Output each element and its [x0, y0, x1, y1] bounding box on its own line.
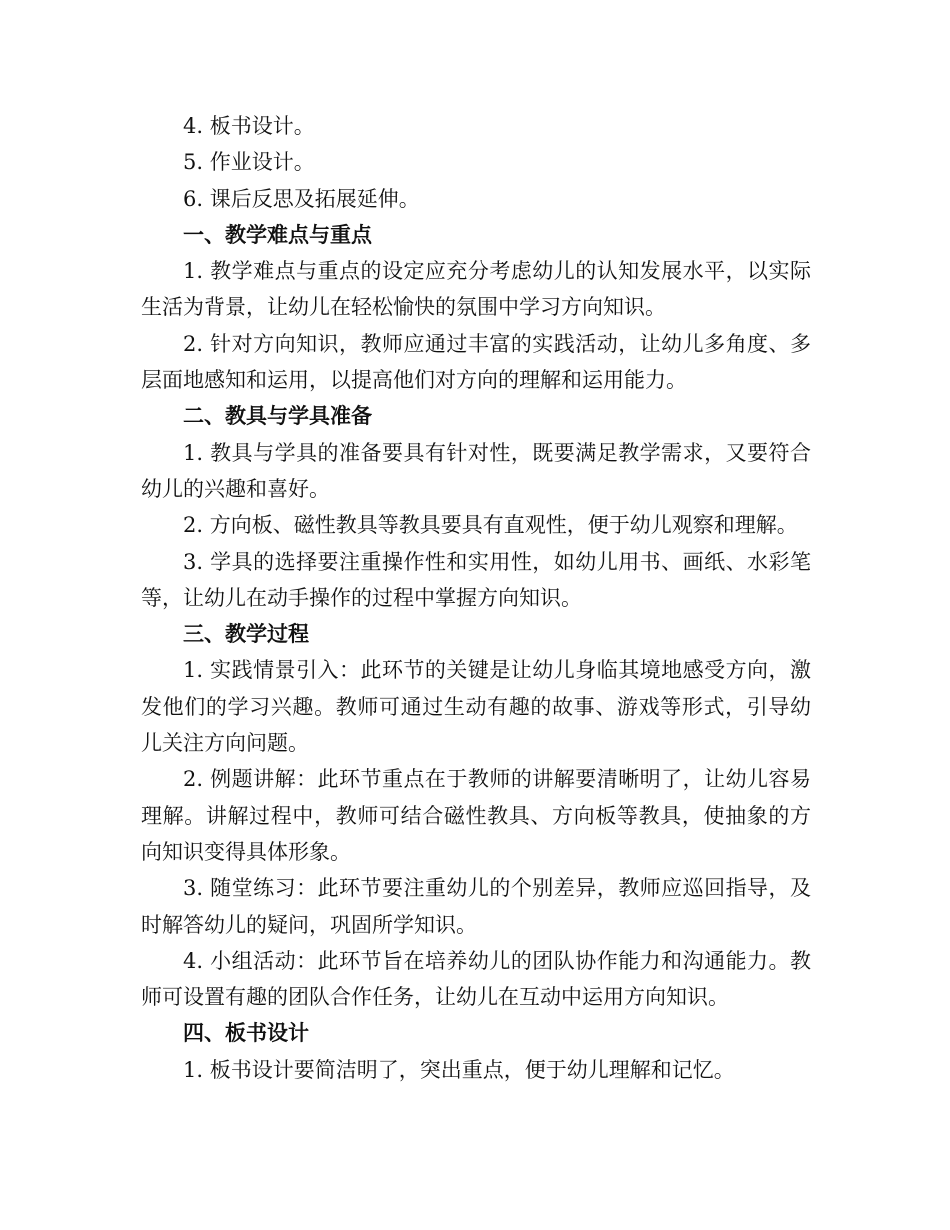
list-item: 2. 例题讲解：此环节重点在于教师的讲解要清晰明了，让幼儿容易理解。讲解过程中，教师可结合磁性教具、方向板等教具，使抽象的方向知识变得具体形象。: [141, 767, 811, 864]
list-item: 1. 实践情景引入：此环节的关键是让幼儿身临其境地感受方向，激发他们的学习兴趣。教师可通过生动有趣的故事、游戏等形式，引导幼儿关注方向问题。: [141, 658, 811, 756]
document-body: [141, 108, 811, 1088]
list-item: 2. 方向板、磁性教具等教具要具有直观性，便于幼儿观察和理解。: [183, 513, 798, 538]
section-heading: 二、教具与学具准备: [183, 403, 372, 429]
list-item: 1. 教具与学具的准备要具有针对性，既要满足教学需求，又要符合幼儿的兴趣和喜好。: [141, 440, 811, 501]
section-heading: 一、教学难点与重点: [183, 221, 372, 247]
list-item: 1. 板书设计要简洁明了，突出重点，便于幼儿理解和记忆。: [183, 1057, 735, 1082]
list-item: 3. 随堂练习：此环节要注重幼儿的个别差异，教师应巡回指导，及时解答幼儿的疑问，巩固所学知识。: [141, 876, 811, 937]
list-item: 5. 作业设计。: [183, 150, 315, 175]
list-item: 4. 小组活动：此环节旨在培养幼儿的团队协作能力和沟通能力。教师可设置有趣的团队合作任务，让幼儿在互动中运用方向知识。: [141, 948, 811, 1010]
list-item: 6. 课后反思及拓展延伸。: [183, 186, 420, 211]
list-item: 4. 板书设计。: [183, 114, 315, 138]
section-heading: 三、教学过程: [183, 621, 309, 647]
section-heading: 四、板书设计: [183, 1020, 309, 1046]
list-item: 2. 针对方向知识，教师应通过丰富的实践活动，让幼儿多角度、多层面地感知和运用，以提高他们对方向的理解和运用能力。: [141, 331, 811, 393]
list-item: 1. 教学难点与重点的设定应充分考虑幼儿的认知发展水平，以实际生活为背景，让幼儿在轻松愉快的氛围中学习方向知识。: [141, 259, 811, 320]
list-item: 3. 学具的选择要注重操作性和实用性，如幼儿用书、画纸、水彩笔等，让幼儿在动手操作的过程中掌握方向知识。: [141, 549, 811, 610]
